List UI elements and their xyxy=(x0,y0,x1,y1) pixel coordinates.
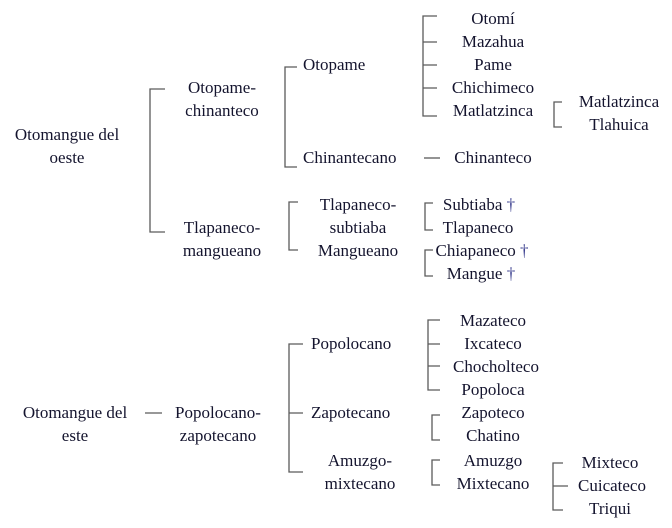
lang-tlahuica: Tlahuica xyxy=(589,115,649,134)
node-popolocano-zapotecano-line1: Popolocano- xyxy=(175,403,261,422)
lang-label: Mangue xyxy=(446,264,503,283)
bracket-popolocano-zapotecano xyxy=(289,344,303,472)
lang-subtiaba xyxy=(443,195,515,215)
bracket-otopame-chinanteco xyxy=(285,67,297,167)
lang-mazateco: Mazateco xyxy=(459,311,527,330)
lang-label: Chiapaneco xyxy=(435,241,516,260)
lang-label: Subtiaba xyxy=(442,195,503,214)
node-tlapaneco-subtiaba-line2: subtiaba xyxy=(329,218,387,237)
lang-zapoteco: Zapoteco xyxy=(461,403,525,422)
node-popolocano-zapotecano-line2: zapotecano xyxy=(179,426,257,445)
node-mangueano: Mangueano xyxy=(317,241,399,260)
node-tlapaneco-mangueano-line2: mangueano xyxy=(182,241,262,260)
node-tlapaneco-mangueano-line1: Tlapaneco- xyxy=(183,218,261,237)
node-zapotecano: Zapotecano xyxy=(311,403,391,422)
bracket-tlapaneco-subtiaba xyxy=(425,203,433,230)
extinct-mark: † xyxy=(506,264,516,283)
extinct-mark: † xyxy=(506,195,516,214)
lang-mangue xyxy=(447,264,515,284)
bracket-amuzgo-mixtecano xyxy=(432,460,440,485)
lang-chatino: Chatino xyxy=(466,426,520,445)
bracket-matlatzinca xyxy=(554,102,562,127)
node-popolocano: Popolocano xyxy=(311,334,392,353)
lang-cuicateco: Cuicateco xyxy=(578,476,646,495)
extinct-mark: † xyxy=(520,241,529,260)
lang-matlatzinca: Matlatzinca xyxy=(578,92,660,111)
lang-otomi: Otomí xyxy=(471,9,515,28)
lang-pame: Pame xyxy=(474,55,512,74)
lang-chichimeco: Chichimeco xyxy=(451,78,535,97)
node-otopame-chinanteco-line2: chinanteco xyxy=(185,101,259,120)
lang-amuzgo: Amuzgo xyxy=(463,451,523,470)
lang-mazahua: Mazahua xyxy=(461,32,525,51)
node-amuzgo-mixtecano-line1: Amuzgo- xyxy=(327,451,393,470)
lang-mixteco: Mixteco xyxy=(581,453,639,472)
bracket-tlapaneco-mangueano xyxy=(289,202,298,250)
lang-tlapaneco: Tlapaneco xyxy=(442,218,514,237)
lang-chocholteco: Chocholteco xyxy=(453,357,539,376)
node-otomangue-oeste-line1: Otomangue del xyxy=(14,125,120,144)
lang-chiapaneco xyxy=(436,241,529,261)
node-otopame-chinanteco-line1: Otopame- xyxy=(188,78,256,97)
bracket-otopame xyxy=(423,16,437,116)
bracket-mixtecano xyxy=(553,463,568,510)
bracket-otomangue-oeste xyxy=(150,89,165,232)
lang-popoloca: Popoloca xyxy=(461,380,525,399)
node-tlapaneco-subtiaba-line1: Tlapaneco- xyxy=(319,195,397,214)
lang-ixcateco: Ixcateco xyxy=(464,334,522,353)
node-matlatzinca: Matlatzinca xyxy=(452,101,534,120)
bracket-zapotecano xyxy=(432,415,440,440)
node-otomangue-oeste-line2: oeste xyxy=(49,148,85,167)
lang-triqui: Triqui xyxy=(589,499,631,518)
node-otopame: Otopame xyxy=(303,55,366,74)
bracket-mangueano xyxy=(425,250,433,276)
node-otomangue-este-line2: este xyxy=(61,426,89,445)
bracket-popolocano xyxy=(428,320,440,390)
node-chinantecano: Chinantecano xyxy=(303,148,397,167)
lang-chinanteco: Chinanteco xyxy=(454,148,532,167)
node-mixtecano: Mixtecano xyxy=(456,474,530,493)
node-amuzgo-mixtecano-line2: mixtecano xyxy=(324,474,396,493)
node-otomangue-este-line1: Otomangue del xyxy=(22,403,128,422)
